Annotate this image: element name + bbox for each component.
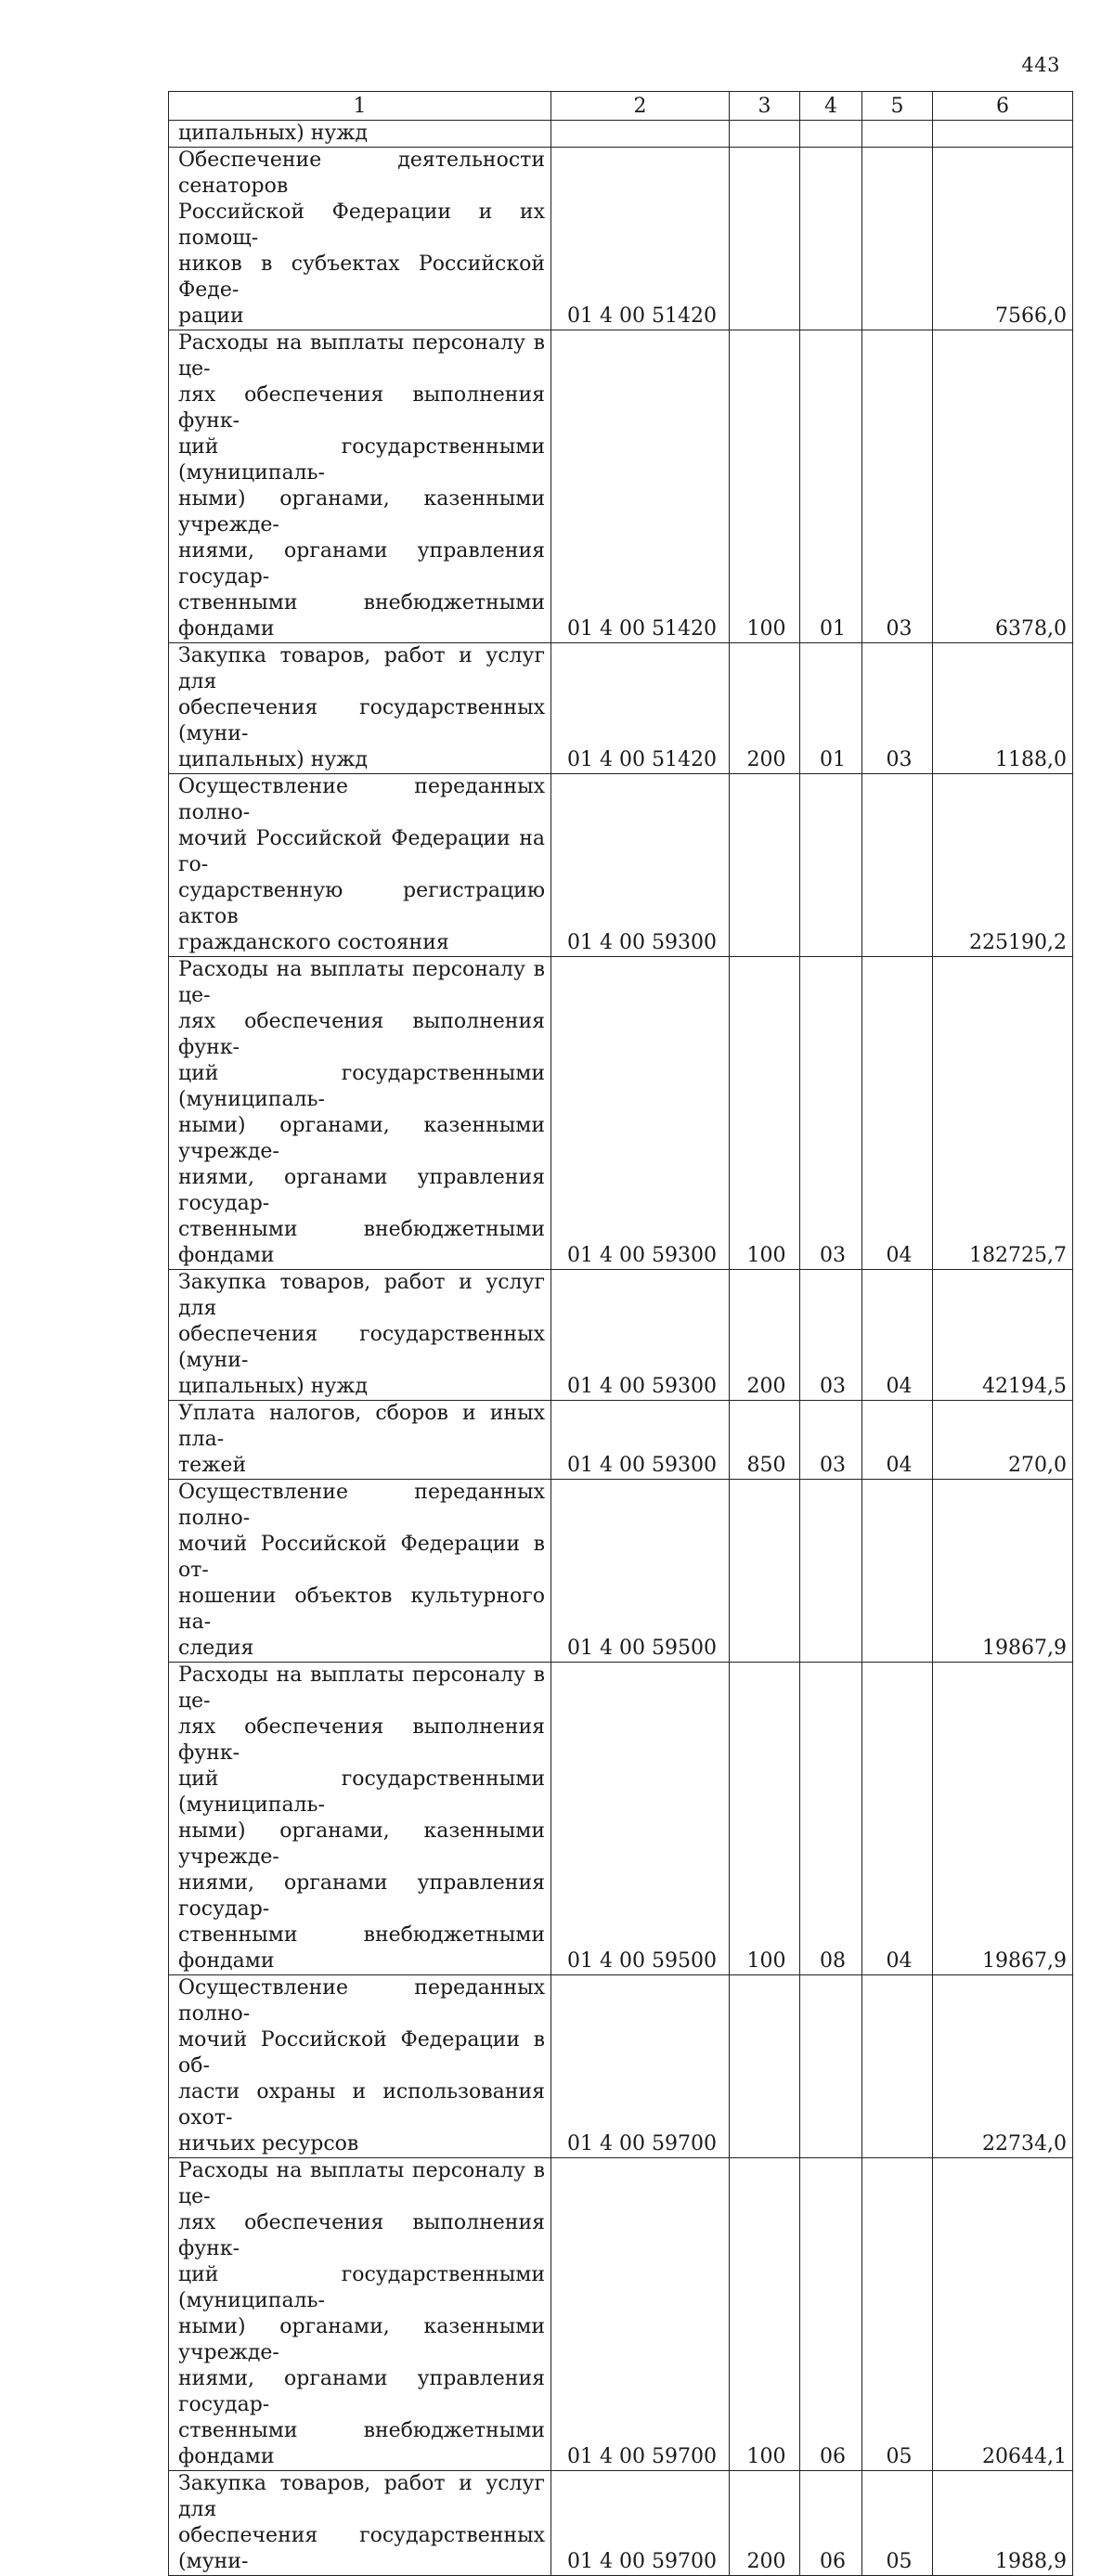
- table-row: [169, 2471, 1073, 2576]
- subsection-cell: [862, 121, 933, 148]
- expense-type-cell: 100: [730, 2158, 800, 2471]
- expense-type-cell: 200: [730, 1270, 800, 1401]
- expense-name-line: ципальных) нужд: [178, 122, 369, 145]
- expense-name-line: Уплата налогов, сборов и иных пла-: [178, 1402, 545, 1451]
- expense-type-cell: [730, 1480, 800, 1663]
- amount-cell: 225190,2: [933, 774, 1073, 957]
- expense-name-cell: [169, 1480, 551, 1663]
- expense-name-line: Осуществление переданных полно-: [178, 1976, 545, 2026]
- table-row: [169, 2158, 1073, 2471]
- expense-name-line: ций государственными (муниципаль-: [178, 1767, 545, 1817]
- expense-name-line: Закупка товаров, работ и услуг для: [178, 1271, 545, 1320]
- expense-name-line: Осуществление переданных полно-: [178, 1481, 545, 1530]
- expense-name-line: Расходы на выплаты персоналу в це-: [178, 331, 545, 381]
- table-row: [169, 1663, 1073, 1975]
- expense-name-cell: [169, 774, 551, 957]
- table-row: [169, 1401, 1073, 1480]
- budget-code-cell: 01 4 00 59700: [551, 2471, 730, 2576]
- subsection-cell: 04: [862, 1401, 933, 1480]
- budget-code-cell: 01 4 00 59300: [551, 1270, 730, 1401]
- expense-name-line: Российской Федерации и их помощ-: [178, 201, 545, 250]
- amount-cell: 20644,1: [933, 2158, 1073, 2471]
- budget-code-cell: 01 4 00 51420: [551, 643, 730, 774]
- subsection-cell: 03: [862, 330, 933, 643]
- table-row: [169, 330, 1073, 643]
- expense-name-cell: [169, 1663, 551, 1975]
- section-cell: [800, 148, 862, 330]
- expense-name-line: ций государственными (муниципаль-: [178, 435, 545, 485]
- section-cell: 03: [800, 957, 862, 1270]
- section-cell: 06: [800, 2158, 862, 2471]
- budget-code-cell: 01 4 00 59300: [551, 957, 730, 1270]
- subsection-cell: [862, 148, 933, 330]
- expense-name-line: лях обеспечения выполнения функ-: [178, 2211, 545, 2260]
- expense-name-line: рации: [178, 304, 244, 328]
- table-row: [169, 121, 1073, 148]
- section-cell: 01: [800, 330, 862, 643]
- budget-code-cell: 01 4 00 59500: [551, 1663, 730, 1975]
- expense-name-cell: [169, 2471, 551, 2576]
- expense-name-line: обеспечения государственных (муни-: [178, 2524, 545, 2573]
- section-cell: [800, 1480, 862, 1663]
- expense-name-line: Обеспечение деятельности сенаторов: [178, 149, 545, 198]
- expense-type-cell: [730, 148, 800, 330]
- subsection-cell: 04: [862, 957, 933, 1270]
- column-header-4: 4: [800, 92, 862, 121]
- expense-name-cell: [169, 957, 551, 1270]
- column-header-6: 6: [933, 92, 1073, 121]
- column-header-5: 5: [862, 92, 933, 121]
- amount-cell: 270,0: [933, 1401, 1073, 1480]
- expense-name-line: ципальных) нужд: [178, 1375, 369, 1398]
- expense-name-line: сударственную регистрацию актов: [178, 879, 545, 928]
- expense-name-line: Закупка товаров, работ и услуг для: [178, 644, 545, 693]
- expense-name-line: Закупка товаров, работ и услуг для: [178, 2472, 545, 2521]
- expense-name-line: ниями, органами управления государ-: [178, 539, 545, 589]
- expense-name-line: Расходы на выплаты персоналу в це-: [178, 958, 545, 1007]
- expense-name-cell: [169, 1401, 551, 1480]
- expense-name-line: ственными внебюджетными фондами: [178, 2419, 545, 2468]
- budget-table: [168, 91, 1073, 2576]
- expense-type-cell: [730, 774, 800, 957]
- amount-cell: 6378,0: [933, 330, 1073, 643]
- subsection-cell: [862, 774, 933, 957]
- budget-code-cell: 01 4 00 59300: [551, 774, 730, 957]
- expense-name-line: обеспечения государственных (муни-: [178, 1323, 545, 1372]
- amount-cell: 1188,0: [933, 643, 1073, 774]
- table-row: [169, 1975, 1073, 2158]
- expense-name-cell: [169, 148, 551, 330]
- expense-type-cell: 100: [730, 957, 800, 1270]
- expense-name-line: ственными внебюджетными фондами: [178, 591, 545, 641]
- budget-code-cell: 01 4 00 59700: [551, 2158, 730, 2471]
- amount-cell: 19867,9: [933, 1663, 1073, 1975]
- budget-code-cell: 01 4 00 51420: [551, 148, 730, 330]
- section-cell: [800, 121, 862, 148]
- expense-name-line: ций государственными (муниципаль-: [178, 1062, 545, 1111]
- amount-cell: 182725,7: [933, 957, 1073, 1270]
- expense-name-line: ношении объектов культурного на-: [178, 1585, 545, 1634]
- expense-name-cell: [169, 643, 551, 774]
- expense-type-cell: 100: [730, 1663, 800, 1975]
- section-cell: 01: [800, 643, 862, 774]
- expense-name-line: мочий Российской Федерации на го-: [178, 827, 545, 876]
- expense-name-line: Осуществление переданных полно-: [178, 775, 545, 824]
- subsection-cell: 03: [862, 643, 933, 774]
- expense-name-line: ничьих ресурсов: [178, 2132, 359, 2155]
- table-row: [169, 643, 1073, 774]
- table-body: [169, 121, 1073, 2576]
- expense-name-cell: [169, 121, 551, 148]
- expense-type-cell: [730, 1975, 800, 2158]
- expense-type-cell: 200: [730, 643, 800, 774]
- amount-cell: 22734,0: [933, 1975, 1073, 2158]
- section-cell: [800, 774, 862, 957]
- amount-cell: 1988,9: [933, 2471, 1073, 2576]
- section-cell: [800, 1975, 862, 2158]
- expense-name-line: ными) органами, казенными учрежде-: [178, 2315, 545, 2364]
- expense-type-cell: 850: [730, 1401, 800, 1480]
- expense-name-line: мочий Российской Федерации в от-: [178, 1533, 545, 1582]
- table-row: [169, 957, 1073, 1270]
- expense-name-line: ниями, органами управления государ-: [178, 1166, 545, 1215]
- expense-name-line: ций государственными (муниципаль-: [178, 2263, 545, 2312]
- budget-code-cell: [551, 121, 730, 148]
- expense-name-cell: [169, 2158, 551, 2471]
- expense-name-line: ципальных) нужд: [178, 748, 369, 771]
- expense-name-line: ственными внебюджетными фондами: [178, 1218, 545, 1267]
- expense-name-line: гражданского состояния: [178, 931, 449, 954]
- budget-code-cell: 01 4 00 59700: [551, 1975, 730, 2158]
- section-cell: 06: [800, 2471, 862, 2576]
- column-header-2: 2: [551, 92, 730, 121]
- expense-type-cell: 100: [730, 330, 800, 643]
- subsection-cell: 04: [862, 1270, 933, 1401]
- expense-name-line: тежей: [178, 1454, 247, 1477]
- table-header-row: [169, 92, 1073, 121]
- expense-name-line: ными) органами, казенными учрежде-: [178, 1819, 545, 1869]
- amount-cell: 19867,9: [933, 1480, 1073, 1663]
- budget-code-cell: 01 4 00 59500: [551, 1480, 730, 1663]
- expense-name-cell: [169, 1270, 551, 1401]
- expense-name-line: ственными внебюджетными фондами: [178, 1923, 545, 1973]
- table-row: [169, 1480, 1073, 1663]
- section-cell: 03: [800, 1270, 862, 1401]
- expense-name-line: Расходы на выплаты персоналу в це-: [178, 2159, 545, 2208]
- table-row: [169, 148, 1073, 330]
- expense-name-line: лях обеспечения выполнения функ-: [178, 1715, 545, 1765]
- section-cell: 03: [800, 1401, 862, 1480]
- table-row: [169, 774, 1073, 957]
- expense-name-line: ными) органами, казенными учрежде-: [178, 487, 545, 537]
- table-row: [169, 1270, 1073, 1401]
- subsection-cell: 04: [862, 1663, 933, 1975]
- subsection-cell: 05: [862, 2158, 933, 2471]
- budget-code-cell: 01 4 00 51420: [551, 330, 730, 643]
- page-number: 443: [1021, 54, 1060, 76]
- expense-name-line: лях обеспечения выполнения функ-: [178, 1010, 545, 1059]
- subsection-cell: [862, 1975, 933, 2158]
- amount-cell: [933, 121, 1073, 148]
- expense-name-line: Расходы на выплаты персоналу в це-: [178, 1663, 545, 1713]
- expense-name-line: ников в субъектах Российской Феде-: [178, 252, 545, 302]
- expense-name-line: ниями, органами управления государ-: [178, 1871, 545, 1921]
- subsection-cell: 05: [862, 2471, 933, 2576]
- expense-name-line: лях обеспечения выполнения функ-: [178, 383, 545, 433]
- amount-cell: 7566,0: [933, 148, 1073, 330]
- budget-code-cell: 01 4 00 59300: [551, 1401, 730, 1480]
- expense-name-cell: [169, 1975, 551, 2158]
- expense-type-cell: [730, 121, 800, 148]
- expense-name-line: мочий Российской Федерации в об-: [178, 2028, 545, 2078]
- column-header-3: 3: [730, 92, 800, 121]
- expense-name-line: обеспечения государственных (муни-: [178, 696, 545, 745]
- section-cell: 08: [800, 1663, 862, 1975]
- expense-name-line: ласти охраны и использования охот-: [178, 2080, 545, 2129]
- expense-name-line: ниями, органами управления государ-: [178, 2367, 545, 2416]
- expense-name-line: ными) органами, казенными учрежде-: [178, 1114, 545, 1163]
- expense-type-cell: 200: [730, 2471, 800, 2576]
- expense-name-cell: [169, 330, 551, 643]
- column-header-1: 1: [169, 92, 551, 121]
- expense-name-line: следия: [178, 1637, 254, 1660]
- amount-cell: 42194,5: [933, 1270, 1073, 1401]
- subsection-cell: [862, 1480, 933, 1663]
